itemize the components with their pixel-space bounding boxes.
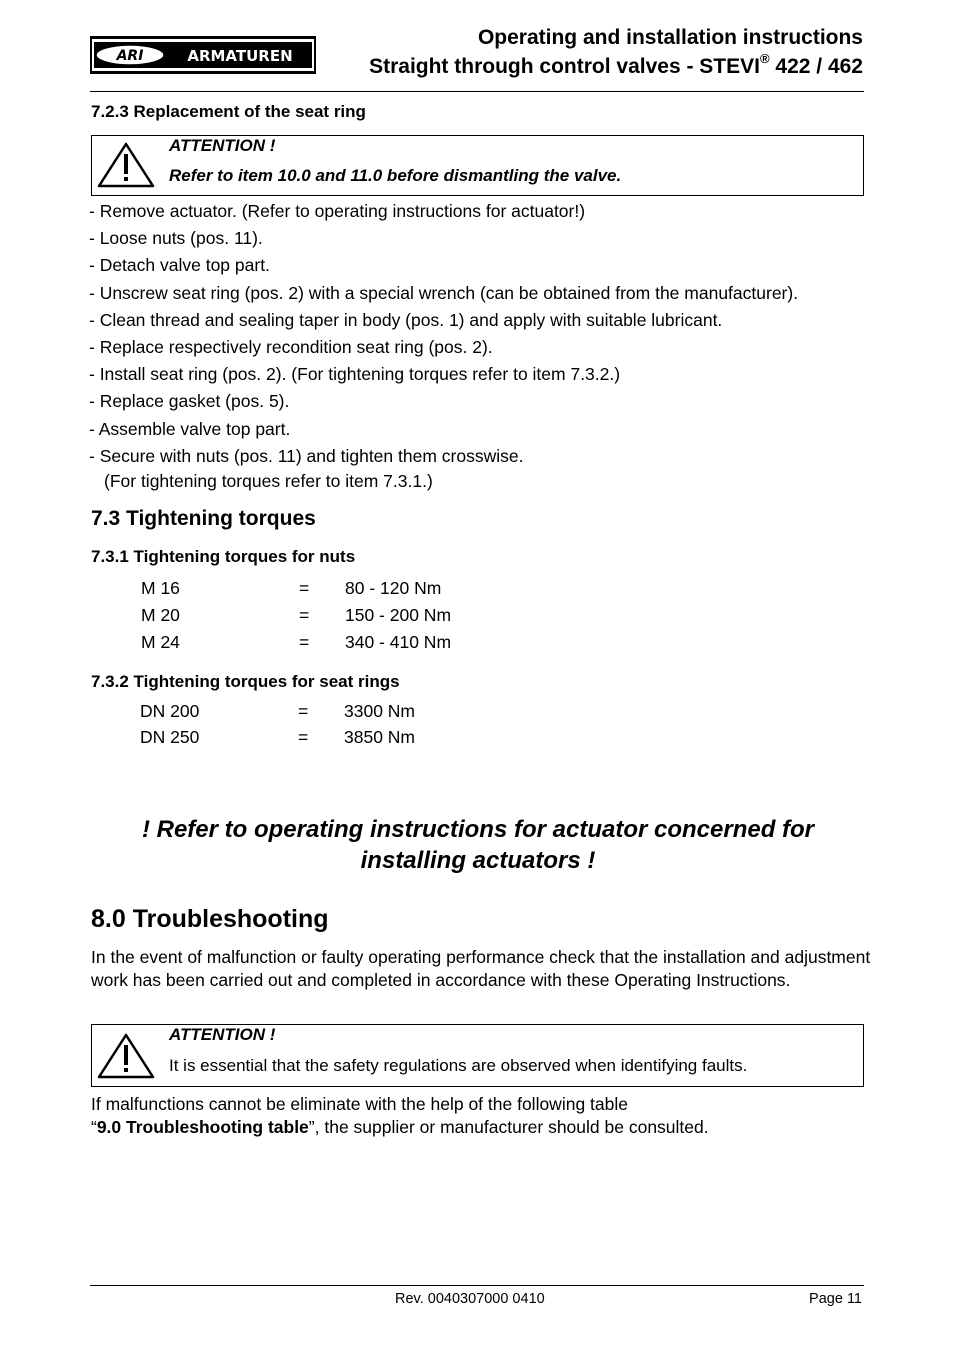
table-cell-value: 3300 Nm (344, 701, 416, 721)
table-cell-size: DN 250 (140, 727, 200, 747)
heading-7-3: 7.3 Tightening torques (91, 507, 316, 530)
footer-divider (90, 1285, 864, 1286)
table-cell-eq: = (298, 727, 309, 747)
table-cell-value: 3850 Nm (344, 727, 416, 747)
list-item-note: (For tightening torques refer to item 7.3.1.) (104, 471, 433, 492)
warning-triangle-icon (97, 142, 155, 188)
table-cell-size: M 20 (141, 605, 180, 625)
replacement-steps-list (89, 198, 879, 492)
list-item: - Unscrew seat ring (pos. 2) with a special wrench (can be obtained from the manufacturer). (89, 282, 799, 303)
table-cell-size: M 16 (141, 578, 180, 598)
header-divider (90, 91, 864, 92)
attention-title: ATTENTION ! (169, 136, 276, 155)
ari-armaturen-logo (90, 36, 316, 74)
attention-box-safety (91, 1024, 864, 1087)
list-item: - Detach valve top part. (89, 255, 270, 276)
list-item: - Loose nuts (pos. 11). (89, 228, 263, 249)
heading-7-2-3: 7.2.3 Replacement of the seat ring (91, 102, 366, 121)
revision-number: Rev. 0040307000 0410 (395, 1291, 545, 1307)
attention-text: It is essential that the safety regulations are observed when identifying faults. (169, 1056, 748, 1075)
troubleshooting-table-reference: 9.0 Troubleshooting table (96, 1116, 309, 1137)
notice-line: installing actuators ! (360, 847, 596, 874)
attention-text: Refer to item 10.0 and 11.0 before dismantling the valve. (169, 166, 622, 185)
outro-line: If malfunctions cannot be eliminate with the help of the following table (91, 1094, 628, 1114)
list-item: - Clean thread and sealing taper in body (pos. 1) and apply with suitable lubricant. (89, 309, 723, 330)
troubleshooting-intro: In the event of malfunction or faulty operating performance check that the installation and adjustment work has been carried out and completed in accordance with these Operating Instructions. (91, 947, 871, 990)
heading-7-3-1: 7.3.1 Tightening torques for nuts (91, 547, 356, 566)
document-title: Operating and installation instructions (477, 26, 863, 49)
attention-title: ATTENTION ! (169, 1025, 276, 1044)
svg-text:ARI: ARI (116, 48, 144, 64)
list-item: - Replace respectively recondition seat ring (pos. 2). (89, 337, 493, 358)
table-cell-eq: = (299, 578, 310, 598)
heading-8-0: 8.0 Troubleshooting (91, 905, 329, 933)
document-subtitle: Straight through control valves - STEVI® 422 / 462 (369, 51, 863, 78)
table-cell-value: 340 - 410 Nm (345, 632, 452, 652)
list-item: - Remove actuator. (Refer to operating instructions for actuator!) (89, 201, 586, 221)
warning-triangle-icon (97, 1033, 155, 1079)
table-cell-size: M 24 (141, 632, 180, 652)
outro-line: “9.0 Troubleshooting table”, the supplier or manufacturer should be consulted. (91, 1116, 709, 1137)
table-cell-eq: = (299, 632, 310, 652)
page-number: Page 11 (809, 1291, 862, 1307)
table-cell-eq: = (299, 605, 310, 625)
table-cell-size: DN 200 (140, 701, 200, 721)
list-item: - Secure with nuts (pos. 11) and tighten them crosswise. (89, 445, 524, 466)
actuator-notice (91, 814, 865, 876)
list-item: - Assemble valve top part. (89, 418, 291, 439)
notice-line: ! Refer to operating instructions for actuator concerned for (141, 816, 815, 843)
attention-box-dismantling (91, 135, 864, 196)
table-cell-eq: = (298, 701, 309, 721)
table-cell-value: 150 - 200 Nm (345, 605, 452, 625)
list-item: - Replace gasket (pos. 5). (89, 391, 290, 412)
svg-text:ARMATUREN: ARMATUREN (187, 47, 293, 65)
table-cell-value: 80 - 120 Nm (345, 578, 442, 598)
list-item: - Install seat ring (pos. 2). (For tightening torques refer to item 7.3.2.) (89, 364, 621, 385)
heading-7-3-2: 7.3.2 Tightening torques for seat rings (91, 672, 400, 691)
troubleshooting-outro (91, 1093, 871, 1138)
